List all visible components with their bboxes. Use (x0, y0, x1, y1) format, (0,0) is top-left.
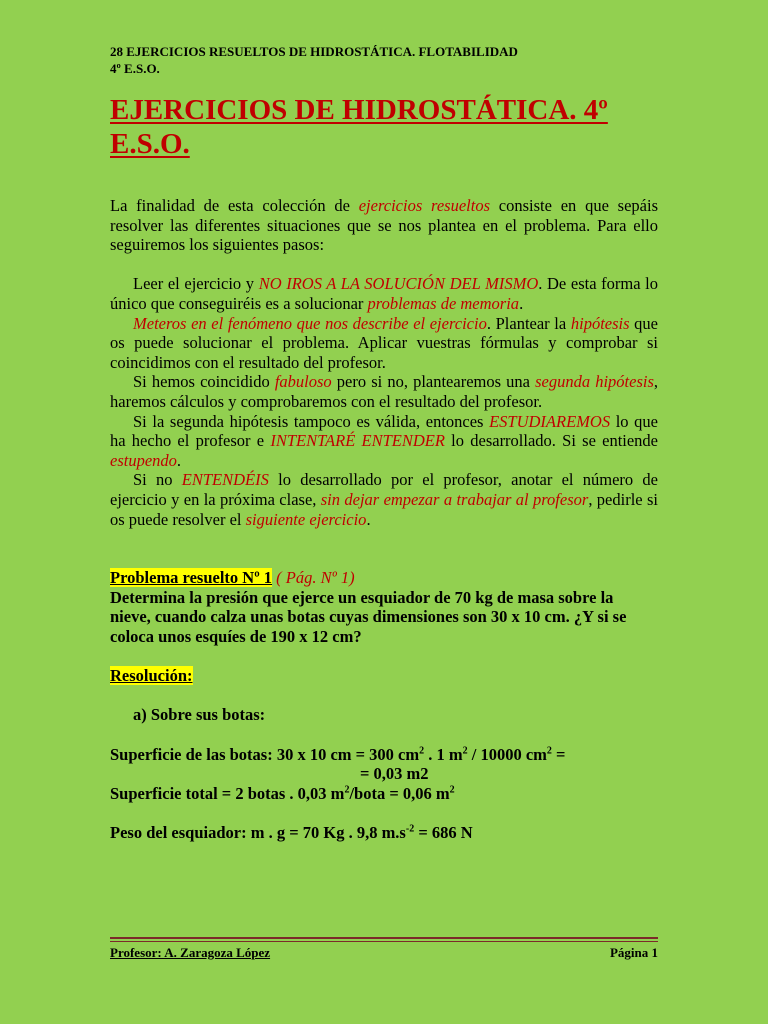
resolution-item-a: a) Sobre sus botas: (133, 705, 266, 725)
problem-statement: Determina la presión que ejerce un esquiador de 70 kg de masa sobre la nieve, cuando calza unas botas cuyas dimensiones son 30 x 10 cm. ¿Y si se coloca unos esquíes de 190 x 12 cm? (110, 587, 627, 647)
document-body (110, 196, 658, 843)
weight-equation: Peso del esquiador: m . g = 70 Kg . 9,8 $m.s^{-2} = 686$ N (110, 823, 473, 842)
document-header (110, 43, 518, 77)
resolution-heading: Resolución: (110, 666, 193, 686)
surface-result: = 0,03 m2 (360, 764, 429, 784)
total-surface-equation: Superficie total = 2 botas . 0,03 $m^2$/bota = 0,06 $m^2$ (110, 783, 455, 803)
footer-author: Profesor: A. Zaragoza López (110, 945, 271, 960)
header-line-1: 28 EJERCICIOS RESUELTOS DE HIDROSTÁTICA. FLOTABILIDAD (110, 44, 518, 59)
step-paragraph-5: Si no ENTENDÉIS lo desarrollado por el profesor, anotar el número de ejercicio y en la próxima clase, sin dejar empezar a trabajar al profesor, pedirle si os puede resolver el siguiente ejercicio. (110, 470, 659, 529)
step-paragraph-1: Leer el ejercicio y NO IROS A LA SOLUCIÓN DEL MISMO. De esta forma lo único que conseguiréis es a solucionar problemas de memoria. (110, 274, 659, 313)
page-title: EJERCICIOS DE HIDROSTÁTICA. 4º E.S.O. (110, 94, 608, 160)
step-paragraph-2: Meteros en el fenómeno que nos describe el ejercicio. Plantear la hipótesis que os puede solucionar el problema. Aplicar vuestras fórmulas y comprobar si coincidimos con el resultado del profesor. (110, 313, 658, 372)
step-paragraph-3: Si hemos coincidido fabuloso pero si no, plantearemos una segunda hipótesis, haremos cálculos y comprobaremos con el resultado del profesor. (110, 372, 658, 411)
step-paragraph-4: Si la segunda hipótesis tampoco es válida, entonces ESTUDIAREMOS lo que ha hecho el profesor e INTENTARÉ ENTENDER lo desarrollado. Si se entiende estupendo. (110, 411, 659, 470)
document-footer (110, 944, 658, 961)
footer-page-number: Página 1 (609, 945, 658, 960)
header-line-2: 4º E.S.O. (110, 61, 160, 76)
problem-label: Problema resuelto Nº 1 (110, 568, 273, 588)
footer-divider (110, 937, 658, 942)
surface-equation: Superficie de las botas: 30 x 10 cm = 300 $cm^2$ . 1 $m^2 / 10000$ $cm^2$ = (110, 744, 566, 764)
intro-paragraph: La finalidad de esta colección de ejercicios resueltos consiste en que sepáis resolver las diferentes situaciones que se nos plantea en el problema. Para ello seguiremos los siguientes pasos: (110, 196, 659, 255)
problem-heading (110, 568, 658, 588)
page-reference: ( Pág. Nº 1) (272, 568, 355, 588)
